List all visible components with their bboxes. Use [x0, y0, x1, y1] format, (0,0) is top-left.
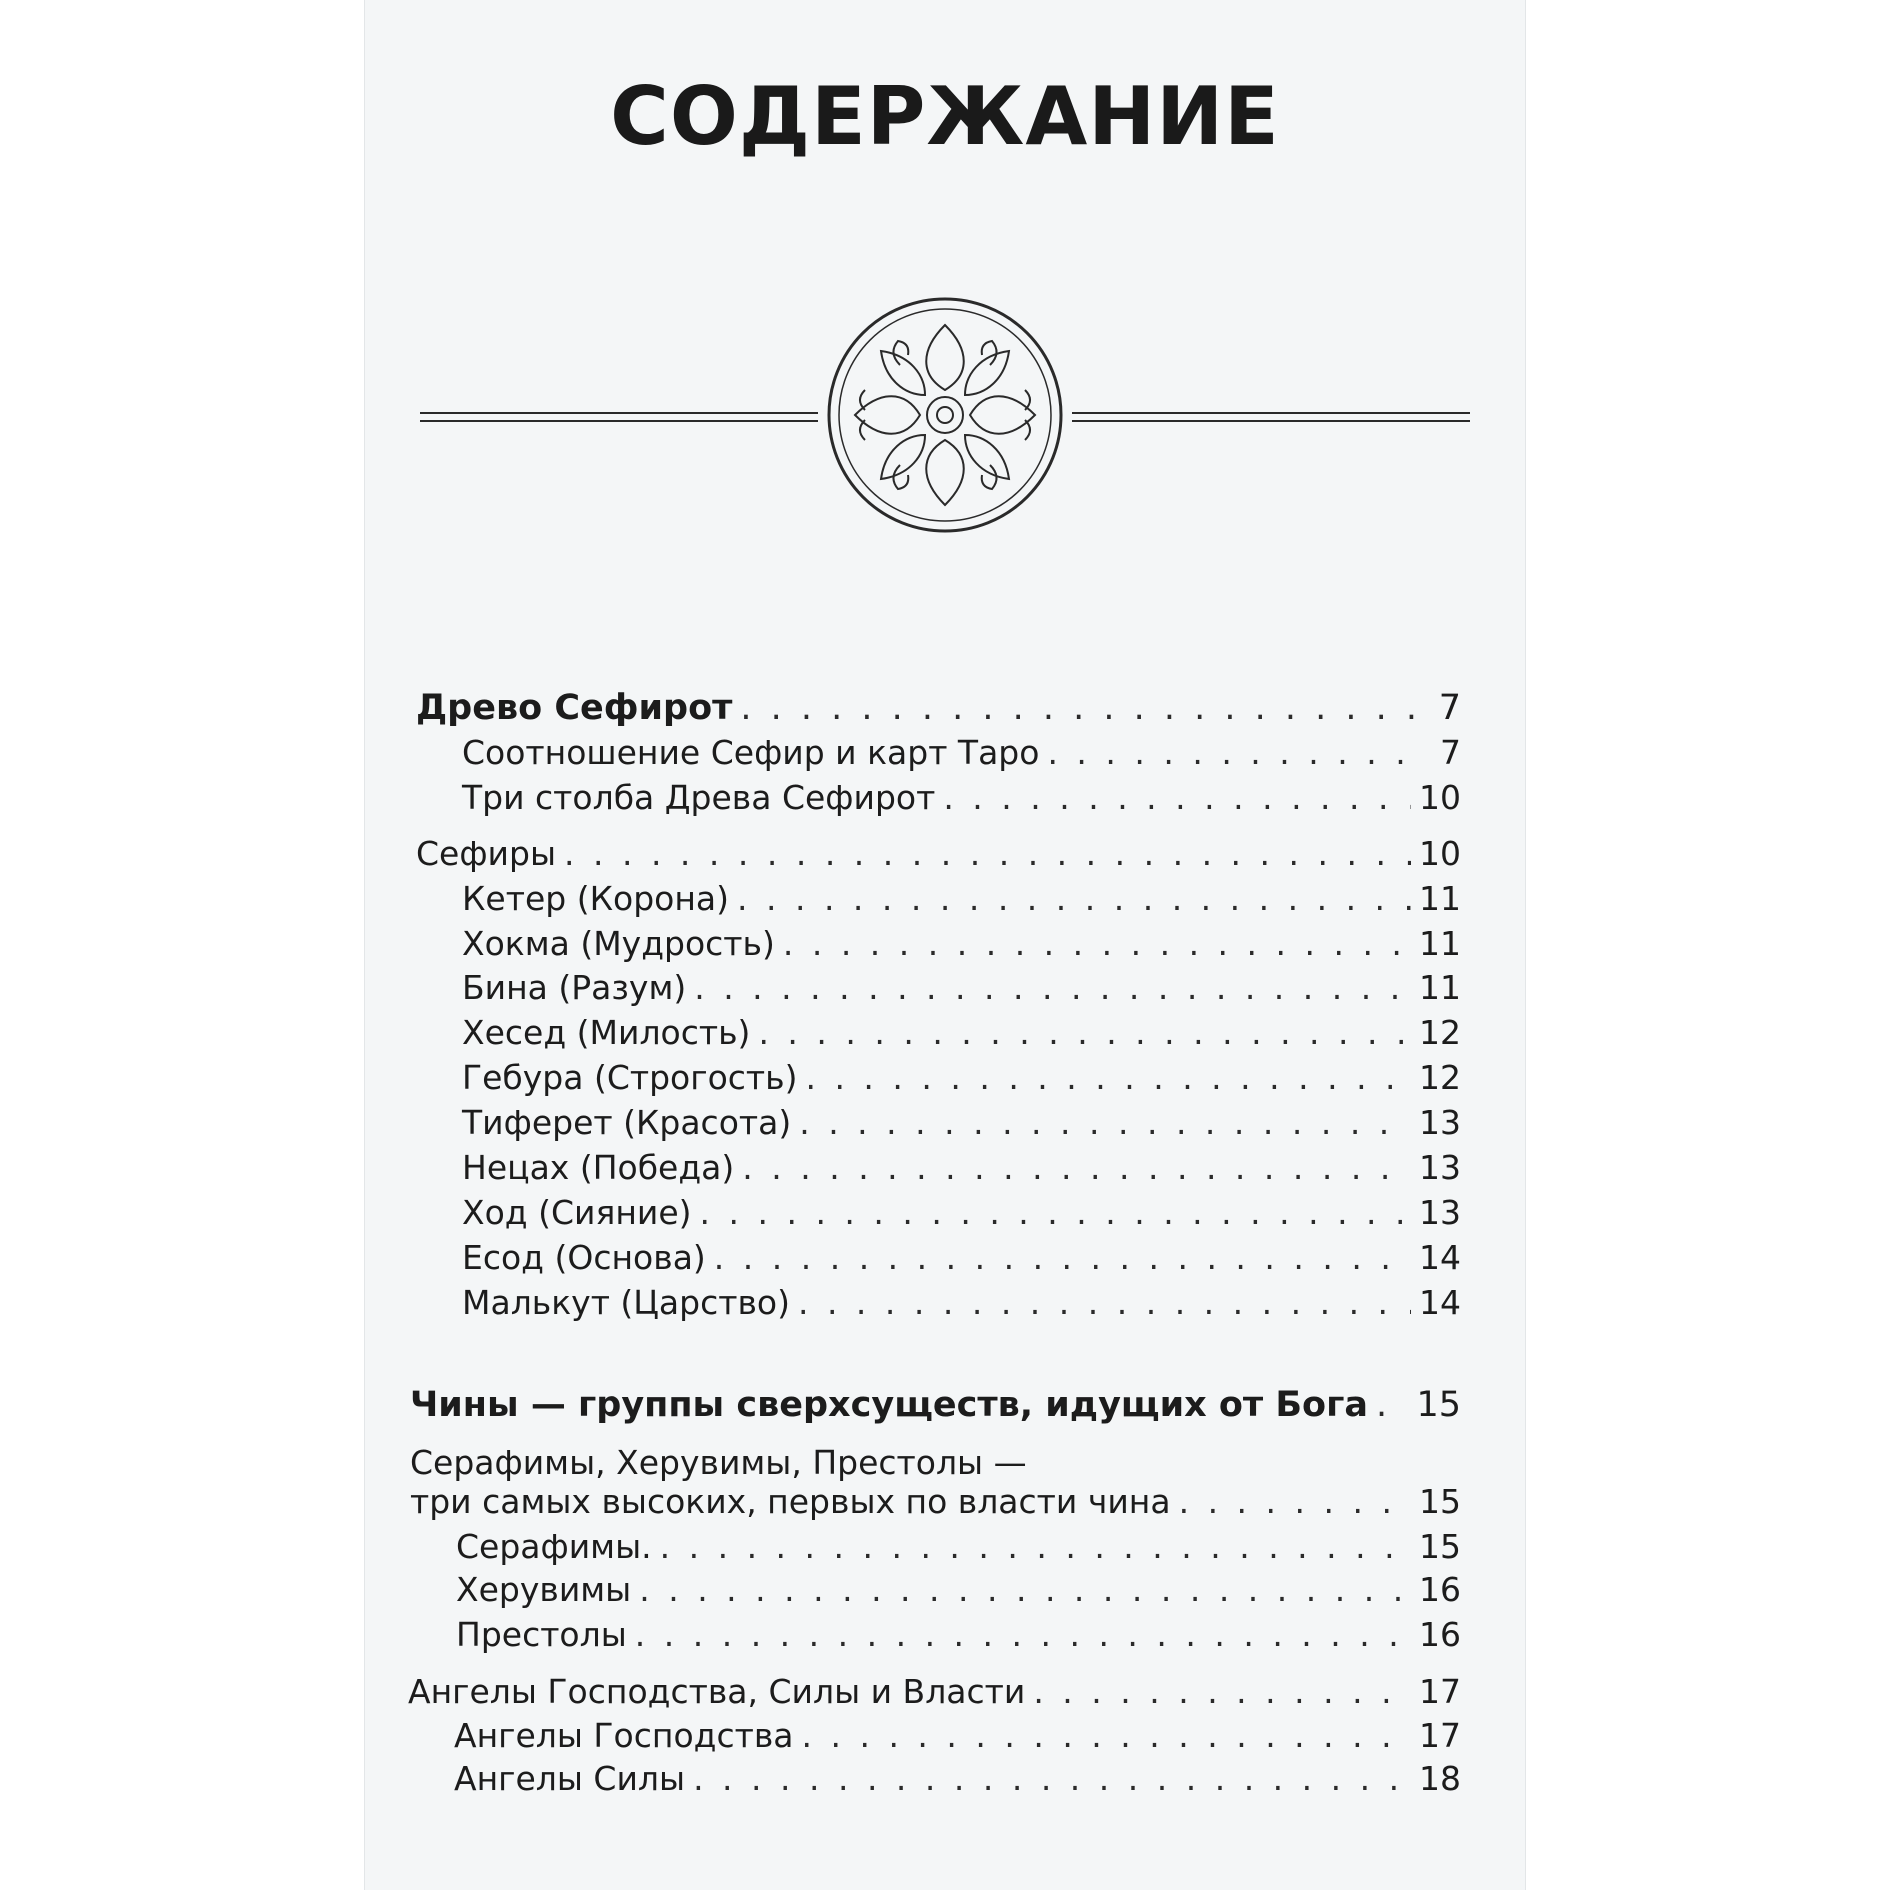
dot-leader	[564, 834, 1411, 874]
toc-entry	[410, 1482, 1461, 1522]
toc-entry-page-number: 13	[1419, 1103, 1461, 1142]
toc-entry	[454, 1716, 1461, 1756]
toc-entry-page-number: 13	[1419, 1193, 1461, 1232]
toc-entry-title: Чины — группы сверхсуществ, идущих от Бога	[410, 1385, 1369, 1425]
toc-entry-page-number: 18	[1419, 1759, 1461, 1798]
dot-leader	[758, 1013, 1411, 1053]
toc-entry	[456, 1570, 1461, 1610]
toc-entry	[462, 1283, 1461, 1323]
toc-entry	[462, 733, 1461, 773]
dot-leader	[693, 1759, 1411, 1799]
dot-leader	[1376, 1385, 1408, 1425]
toc-entry-page-number: 10	[1419, 778, 1461, 817]
toc-entry-page-number: 7	[1440, 733, 1461, 772]
toc-entry-title: Тиферет (Красота)	[462, 1103, 792, 1142]
toc-entry	[462, 968, 1461, 1008]
toc-entry	[456, 1527, 1461, 1567]
toc-entry-page-number: 10	[1419, 834, 1461, 873]
dot-leader	[700, 1193, 1411, 1233]
dot-leader	[660, 1527, 1411, 1567]
toc-entry-title: Хесед (Милость)	[462, 1013, 751, 1052]
dot-leader	[783, 924, 1411, 964]
toc-entry	[462, 1103, 1461, 1143]
toc-entry-title: три самых высоких, первых по власти чина	[410, 1482, 1171, 1521]
toc-entry	[462, 778, 1461, 818]
toc-entry-page-number: 15	[1419, 1482, 1461, 1521]
toc-entry	[462, 879, 1461, 919]
toc-entry-title: Древо Сефирот	[416, 688, 733, 728]
toc-entry	[462, 1013, 1461, 1053]
toc-entry-title: Есод (Основа)	[462, 1238, 706, 1277]
toc-entry-title: Гебура (Строгость)	[462, 1058, 798, 1097]
toc-entry-title: Ангелы Силы	[454, 1759, 686, 1798]
toc-entry-page-number: 16	[1419, 1615, 1461, 1654]
toc-entry-title: Кетер (Корона)	[462, 879, 729, 918]
toc-entry-title: Нецах (Победа)	[462, 1148, 735, 1187]
toc-entry	[462, 924, 1461, 964]
toc-entry-title: Хокма (Мудрость)	[462, 924, 775, 963]
dot-leader	[1179, 1482, 1411, 1522]
page-title: СОДЕРЖАНИЕ	[610, 70, 1280, 163]
toc-entry-title: Херувимы	[456, 1570, 632, 1609]
toc-entry	[410, 1443, 1027, 1483]
toc-entry-page-number: 15	[1419, 1527, 1461, 1566]
toc-entry-title: Серафимы, Херувимы, Престолы —	[410, 1443, 1027, 1482]
toc-entry-title: Серафимы.	[456, 1527, 652, 1566]
toc-entry	[462, 1193, 1461, 1233]
book-page	[364, 0, 1526, 1890]
toc-entry-page-number: 14	[1419, 1238, 1461, 1277]
dot-leader	[635, 1615, 1411, 1655]
dot-leader	[798, 1283, 1411, 1323]
toc-entry-title: Престолы	[456, 1615, 627, 1654]
toc-entry-page-number: 17	[1419, 1716, 1461, 1755]
toc-entry-page-number: 17	[1419, 1672, 1461, 1711]
toc-entry-title: Малькут (Царство)	[462, 1283, 790, 1322]
toc-entry-title: Сефиры	[416, 834, 557, 873]
toc-entry-title: Три столба Древа Сефирот	[462, 778, 936, 817]
toc-entry-title: Бина (Разум)	[462, 968, 687, 1007]
toc-entry-title: Ангелы Господства, Силы и Власти	[408, 1672, 1026, 1711]
table-of-contents	[364, 0, 1526, 1890]
dot-leader	[639, 1570, 1411, 1610]
toc-entry-title: Ангелы Господства	[454, 1716, 794, 1755]
toc-entry-page-number: 7	[1438, 688, 1461, 728]
toc-entry-page-number: 13	[1419, 1148, 1461, 1187]
toc-entry	[416, 834, 1461, 874]
dot-leader	[802, 1716, 1411, 1756]
dot-leader	[737, 879, 1411, 919]
dot-leader	[740, 688, 1417, 728]
toc-entry-title: Соотношение Сефир и карт Таро	[462, 733, 1040, 772]
toc-entry-title: Ход (Сияние)	[462, 1193, 692, 1232]
dot-leader	[714, 1238, 1411, 1278]
dot-leader	[943, 778, 1411, 818]
toc-entry	[454, 1759, 1461, 1799]
toc-entry-page-number: 11	[1419, 924, 1461, 963]
toc-entry-page-number: 11	[1419, 968, 1461, 1007]
toc-entry	[462, 1148, 1461, 1188]
toc-entry-page-number: 12	[1419, 1058, 1461, 1097]
dot-leader	[805, 1058, 1411, 1098]
toc-entry	[408, 1672, 1461, 1712]
toc-entry	[462, 1238, 1461, 1278]
dot-leader	[742, 1148, 1411, 1188]
dot-leader	[799, 1103, 1411, 1143]
toc-entry	[462, 1058, 1461, 1098]
toc-entry	[410, 1385, 1461, 1425]
toc-entry	[416, 688, 1461, 728]
toc-entry-page-number: 16	[1419, 1570, 1461, 1609]
toc-entry-page-number: 14	[1419, 1283, 1461, 1322]
toc-entry	[456, 1615, 1461, 1655]
dot-leader	[1047, 733, 1417, 773]
toc-entry-page-number: 15	[1416, 1385, 1461, 1425]
toc-entry-page-number: 12	[1419, 1013, 1461, 1052]
dot-leader	[694, 968, 1411, 1008]
toc-entry-page-number: 11	[1419, 879, 1461, 918]
dot-leader	[1033, 1672, 1411, 1712]
